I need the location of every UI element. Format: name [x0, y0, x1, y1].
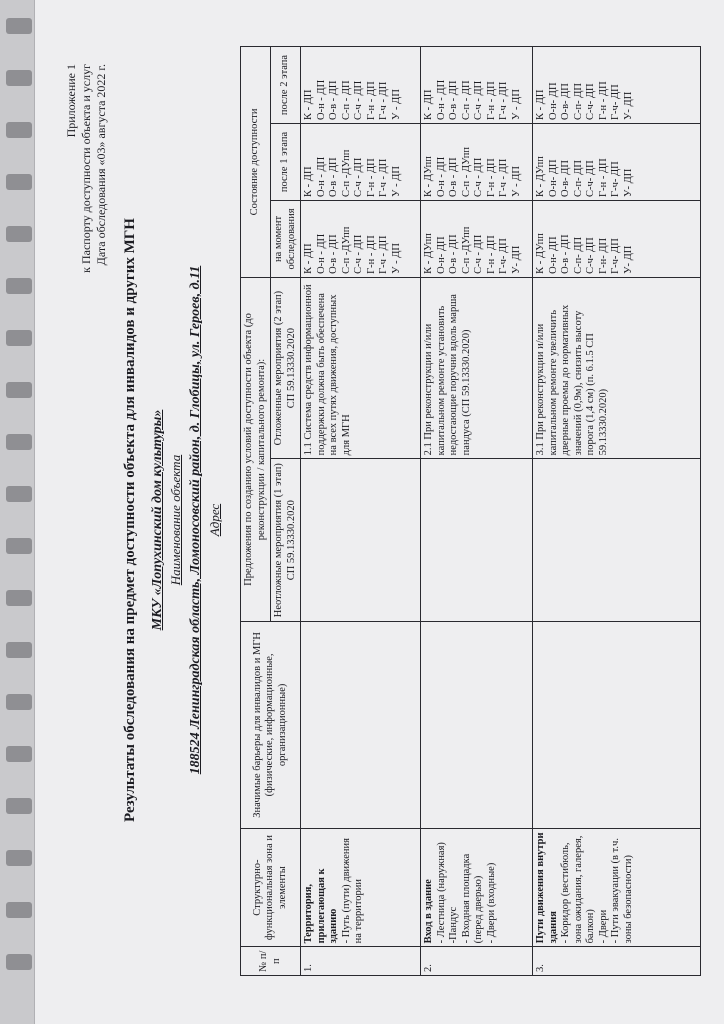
accessibility-code: У - ДП [510, 89, 522, 121]
row-barriers [533, 622, 701, 829]
accessibility-code: С-ч - ДП [473, 80, 484, 121]
accessibility-code: К - ДУпп [535, 233, 546, 274]
table-row [533, 47, 701, 976]
header-stage1-sp: СП 59.13330.2020 [285, 500, 297, 581]
zone-item: -Пандус [448, 906, 459, 944]
table-body [301, 47, 701, 976]
accessibility-code: О-н - ДП [435, 79, 447, 121]
row-num: 3. [533, 947, 701, 976]
accessibility-code: Г-ч- ДП [610, 161, 621, 197]
accessibility-code: У- ДП [622, 168, 634, 197]
zone-item: - Путь (пути) движения на территории [340, 838, 364, 944]
binder-ring [6, 538, 32, 554]
accessibility-code: Г-н- ДП [597, 237, 609, 274]
header-state: Состояние доступности [241, 47, 271, 278]
accessibility-code: С-п- ДП [572, 236, 584, 274]
accessibility-code: С-ч - ДП [353, 234, 364, 274]
binder-ring [6, 954, 32, 970]
accessibility-code: У - ДП [390, 166, 402, 197]
accessibility-code: О-н - ДП [435, 156, 447, 197]
zone-title: Вход в здание [423, 879, 434, 944]
accessibility-code: Г-н - ДП [485, 235, 497, 274]
accessibility-code: К - ДП [303, 89, 314, 121]
row-num: 1. [301, 947, 421, 976]
accessibility-code: О-н- ДП [547, 82, 559, 121]
accessibility-code: К - ДП [535, 89, 546, 121]
header-at-survey: на момент обследования [271, 200, 301, 277]
binder-ring [6, 902, 32, 918]
accessibility-code: О-в - ДП [328, 157, 339, 197]
row-num: 2. [421, 947, 533, 976]
binder-ring [6, 330, 32, 346]
header-stage1-title: Неотложные мероприятия (1 этап) [273, 463, 284, 618]
header-proposals: Предложения по созданию условий доступности объекта (до реконструкции / капитального ремонта): [241, 277, 271, 621]
accessibility-code: Г-ч - ДП [378, 158, 389, 197]
header-after2: после 2 этапа [271, 47, 301, 124]
appendix-label: Приложение 1 [64, 64, 78, 138]
accessibility-code: У - ДП [510, 166, 522, 197]
accessibility-code: Г-н - ДП [597, 158, 609, 197]
accessibility-code: Г-ч - ДП [498, 158, 509, 197]
accessibility-code: О-н- ДП [547, 236, 559, 274]
accessibility-code: О-в- ДП [560, 83, 571, 121]
zone-item: - Лестница (наружная) [435, 842, 447, 944]
row-stage1 [301, 459, 421, 622]
row-stage1 [533, 459, 701, 622]
accessibility-code: С-п -ДУпп [340, 149, 352, 197]
accessibility-code: С-п - ДУпп [460, 147, 472, 197]
accessibility-code: К - ДП [303, 166, 314, 197]
accessibility-code: С-ч - ДП [473, 234, 484, 274]
accessibility-code: У- ДП [622, 91, 634, 121]
accessibility-code: О-н - ДП [315, 233, 327, 274]
accessibility-code: К - ДУпп [423, 156, 434, 197]
accessibility-code: Г-н - ДП [365, 81, 377, 121]
binder-ring [6, 122, 32, 138]
accessibility-code: У- ДП [622, 245, 634, 274]
accessibility-code: Г-ч - ДП [378, 81, 389, 121]
accessibility-code: О-н - ДП [315, 79, 327, 121]
header-zone: Структурно-функциональная зона и элементы [241, 828, 301, 947]
binder-ring [6, 850, 32, 866]
accessibility-code: Г-ч- ДП [610, 238, 621, 274]
row-at-survey [421, 200, 533, 277]
binder-ring [6, 642, 32, 658]
zone-title: Территория, прилегающая к зданию [303, 868, 339, 944]
object-name: МКУ «Лопухинский дом культуры» [150, 409, 165, 631]
header-barriers-sub: (физические, информационные, организационные) [264, 653, 288, 797]
table-row [421, 47, 533, 976]
accessibility-code: К - ДП [423, 89, 434, 121]
zone-item: - Пути эвакуации (в т.ч. зоны безопасности) [610, 838, 634, 944]
header-stage2-title: Отложенные мероприятия (2 этап) [273, 290, 284, 446]
accessibility-code: С-п -ДУпп [340, 226, 352, 274]
accessibility-code: С-ч- ДП [585, 237, 596, 274]
accessibility-code: О-в - ДП [560, 234, 571, 274]
header-barriers-title: Значимые барьеры для инвалидов и МГН [251, 632, 263, 818]
binder-ring [6, 174, 32, 190]
binder-ring [6, 746, 32, 762]
accessibility-code: Г-н - ДП [597, 81, 609, 121]
binder-ring [6, 434, 32, 450]
row-after1 [301, 124, 421, 201]
row-at-survey [301, 200, 421, 277]
document-landscape [50, 50, 700, 990]
accessibility-code: С-п- ДП [572, 83, 584, 121]
row-barriers [301, 622, 421, 829]
binder-ring [6, 70, 32, 86]
accessibility-code: С-ч - ДП [353, 157, 364, 197]
binder-ring [6, 18, 32, 34]
accessibility-code: О-в - ДП [328, 234, 339, 274]
binder-spine [0, 0, 35, 1024]
zone-item: - Входная площадка (перед дверью) [460, 853, 484, 944]
row-at-survey [533, 200, 701, 277]
binder-ring [6, 798, 32, 814]
object-address-caption: Адрес [207, 503, 222, 537]
accessibility-code: Г-ч- ДП [610, 84, 621, 121]
row-after1 [421, 124, 533, 201]
accessibility-code: О-в - ДП [328, 80, 339, 121]
header-stage2-sp: СП 59.13330.2020 [285, 328, 297, 409]
binder-ring [6, 590, 32, 606]
accessibility-code: Г-ч - ДП [378, 235, 389, 274]
accessibility-code: Г-ч - ДП [498, 81, 509, 121]
zone-title: Пути движения внутри здания [535, 832, 559, 944]
binder-ring [6, 226, 32, 242]
accessibility-code: О-в- ДП [560, 160, 571, 197]
row-after1 [533, 124, 701, 201]
binder-ring [6, 382, 32, 398]
row-after2 [421, 47, 533, 124]
accessibility-code: Г-н - ДП [485, 158, 497, 197]
binder-ring [6, 486, 32, 502]
accessibility-code: К - ДУпп [423, 233, 434, 274]
accessibility-code: С-п- ДП [572, 159, 584, 197]
accessibility-code: У - ДП [390, 89, 402, 121]
header-stage1 [271, 459, 301, 622]
accessibility-code: О-в - ДП [448, 234, 459, 274]
header-barriers [241, 622, 301, 829]
binder-ring [6, 278, 32, 294]
row-after2 [533, 47, 701, 124]
accessibility-code: С-ч- ДП [585, 83, 596, 121]
accessibility-code: Г-н - ДП [365, 158, 377, 197]
accessibility-code: Г-н - ДП [365, 235, 377, 274]
header-num: № п/п [241, 947, 301, 976]
zone-item: - Двери (входные) [485, 862, 497, 944]
zone-item: - Коридор (вестибюль, зона ожидания, галерея, балкон) [560, 835, 596, 944]
accessibility-code: О-в - ДП [448, 157, 459, 197]
accessibility-code: С-ч- ДП [585, 160, 596, 197]
accessibility-code: С-ч - ДП [473, 157, 484, 197]
accessibility-code: Г-н - ДП [485, 81, 497, 121]
binder-ring [6, 694, 32, 710]
row-stage2: 2.1 При реконструкции и/или капитальном ремонте установить недостающие поручни вдоль марша пандуса (СП 59.13330.2020) [421, 277, 533, 458]
accessibility-code: С-п - ДП [460, 80, 472, 121]
accessibility-code: О-н- ДП [435, 236, 447, 274]
row-stage2: 3.1 При реконструкции и/или капитальном ремонте увеличить дверные проемы до нормативных значений (0,9м), снизить высоту порога (1,4 см) (п. 6.1.5 СП 59.13330.2020) [533, 277, 701, 458]
row-zone [421, 828, 533, 947]
accessibility-code: Г-ч- ДП [498, 238, 509, 274]
page-title: Результаты обследования на предмет доступности объекта для инвалидов и других МГН [122, 218, 138, 822]
accessibility-code: О-в - ДП [448, 80, 459, 121]
accessibility-code: О-н- ДП [547, 159, 559, 197]
header-after1: после 1 этапа [271, 124, 301, 201]
row-stage1 [421, 459, 533, 622]
zone-item: - Двери [597, 909, 609, 944]
passport-label: к Паспорту доступности объекта и услуг [79, 64, 93, 273]
survey-date: Дата обследования «03» августа 2022 г. [94, 64, 108, 266]
object-address: 188524 Ленинградская область, Ломоносовский район, д. Глобицы, ул. Героев, д.11 [188, 265, 203, 775]
accessibility-code: У - ДП [390, 242, 402, 274]
accessibility-code: С-п -ДУпп [460, 226, 472, 274]
accessibility-code: С-п - ДП [340, 80, 352, 121]
accessibility-code: К - ДУпп [535, 156, 546, 197]
row-zone [533, 828, 701, 947]
row-after2 [301, 47, 421, 124]
survey-table [240, 46, 701, 976]
accessibility-code: С-ч - ДП [353, 80, 364, 121]
row-barriers [421, 622, 533, 829]
accessibility-code: У- ДП [510, 245, 522, 274]
accessibility-code: К - ДП [303, 243, 314, 274]
object-name-caption: Наименование объекта [168, 454, 183, 586]
row-zone [301, 828, 421, 947]
header-stage2 [271, 277, 301, 458]
table-row [301, 47, 421, 976]
row-stage2: 1.1 Система средств информационной поддержки должна быть обеспечена на всех путях движения, доступных для МГН [301, 277, 421, 458]
accessibility-code: О-н - ДП [315, 156, 327, 197]
